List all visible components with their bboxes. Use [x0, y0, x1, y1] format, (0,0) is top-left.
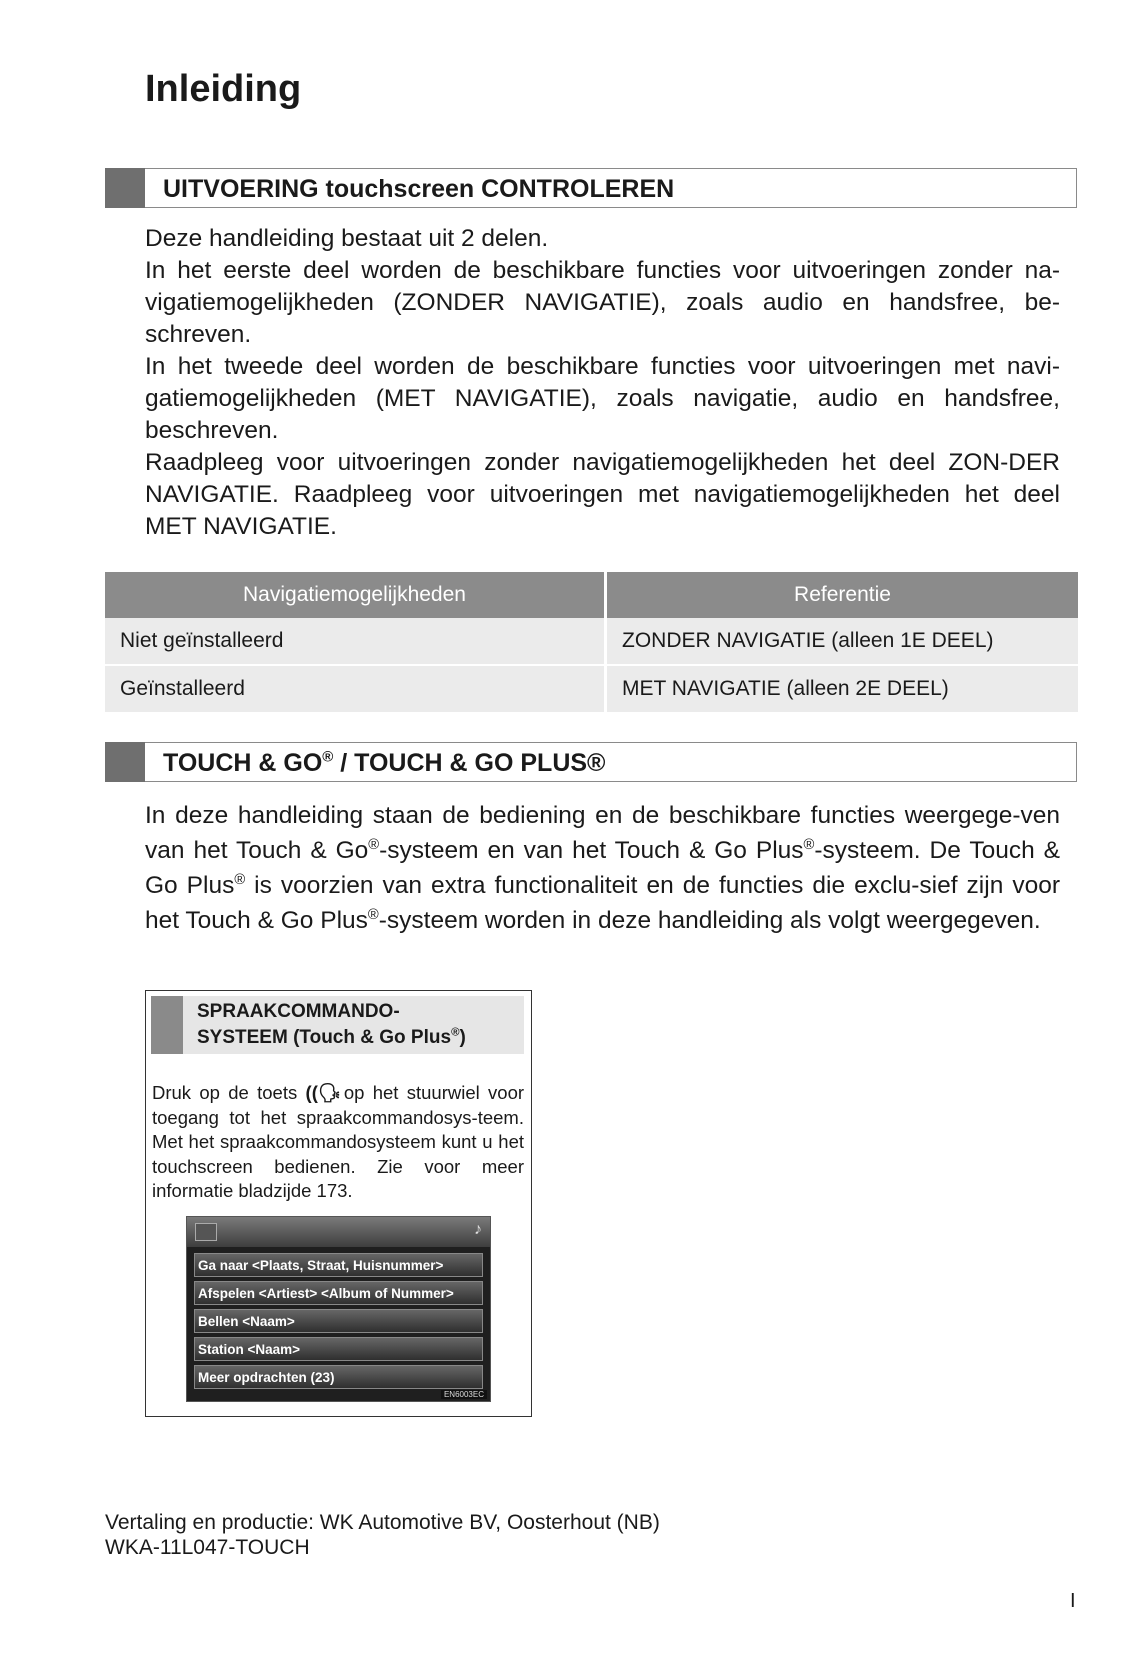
table-cell: MET NAVIGATIE (alleen 2E DEEL) [607, 666, 1078, 712]
screen-menu-item: Afspelen <Artiest> <Album of Nummer> [194, 1281, 483, 1305]
section-heading-text: TOUCH & GO® / TOUCH & GO PLUS® [163, 748, 606, 777]
footer-line: Vertaling en productie: WK Automotive BV, Oosterhout (NB) [105, 1511, 660, 1534]
table-header: Navigatiemogelijkheden [105, 572, 607, 618]
screen-menu-item: Bellen <Naam> [194, 1309, 483, 1333]
paragraph: In het eerste deel worden de beschikbare functies voor uitvoeringen zonder na-vigatiemogelijkheden (ZONDER NAVIGATIE), zoals audio en handsfree, be-schreven. [145, 257, 1060, 348]
example-box [145, 990, 532, 1417]
screen-menu-item: Ga naar <Plaats, Straat, Huisnummer> [194, 1253, 483, 1277]
section-marker [105, 168, 145, 208]
paragraph: In deze handleiding staan de bediening en de beschikbare functies weergege-ven van het Touch & Go®-systeem en van het Touch & Go Plus®-systeem. De Touch & Go Plus® is voorzien van extra functionaliteit en de functies die exclu-sief zijn voor het Touch & Go Plus®-systeem worden in deze handleiding als volgt weergegeven. [145, 802, 1060, 934]
section-heading-text: UITVOERING touchscreen CONTROLEREN [163, 175, 675, 203]
section-marker [105, 742, 145, 782]
paragraph: Raadpleeg voor uitvoeringen zonder navigatiemogelijkheden het deel ZON-DER NAVIGATIE. Raadpleeg voor uitvoeringen met navigatiemogelijkheden het deel MET NAVIGATIE. [145, 449, 1060, 540]
example-heading: SPRAAKCOMMANDO- SYSTEEM (Touch & Go Plus®) [151, 996, 524, 1054]
table-row [105, 666, 1078, 712]
section-marker [151, 996, 183, 1054]
screen-topbar [187, 1217, 490, 1247]
footer [105, 1510, 660, 1560]
table-cell: Niet geïnstalleerd [105, 618, 607, 666]
screen-menu-item: Station <Naam> [194, 1337, 483, 1361]
paragraph: Deze handleiding bestaat uit 2 delen. [145, 225, 549, 252]
paragraph: In het tweede deel worden de beschikbare functies voor uitvoeringen met navi-gatiemogelijkheden (MET NAVIGATIE), zoals navigatie, audio en handsfree, beschreven. [145, 353, 1060, 444]
table-cell: Geïnstalleerd [105, 666, 607, 712]
section-heading-uitvoering [105, 168, 1077, 208]
page-title: Inleiding [145, 68, 302, 110]
table-header: Referentie [607, 572, 1078, 618]
table-cell: ZONDER NAVIGATIE (alleen 1E DEEL) [607, 618, 1078, 666]
voice-command-icon: ((🗣 [305, 1082, 342, 1103]
example-body: Druk op de toets ((🗣 op het stuurwiel voor toegang tot het spraakcommandosys-teem. Met het spraakcommandosysteem kunt u het touchscreen bedienen. Zie voor meer informatie bladzijde 173. [152, 1082, 525, 1201]
footer-line: WKA-11L047-TOUCH [105, 1536, 310, 1559]
image-code: EN6003EC [441, 1390, 487, 1399]
screen-menu-item: Meer opdrachten (23) [194, 1365, 483, 1389]
table-row [105, 618, 1078, 666]
back-icon [195, 1223, 217, 1241]
section-heading-touch-go [105, 742, 1077, 782]
table-header-row [105, 572, 1078, 618]
page-number: I [1070, 1590, 1076, 1612]
section1-body [145, 223, 1060, 543]
reference-table [105, 572, 1078, 712]
touchscreen-screenshot [186, 1216, 491, 1402]
section2-body [145, 798, 1060, 938]
voice-command-icon: ♪ [474, 1221, 482, 1238]
